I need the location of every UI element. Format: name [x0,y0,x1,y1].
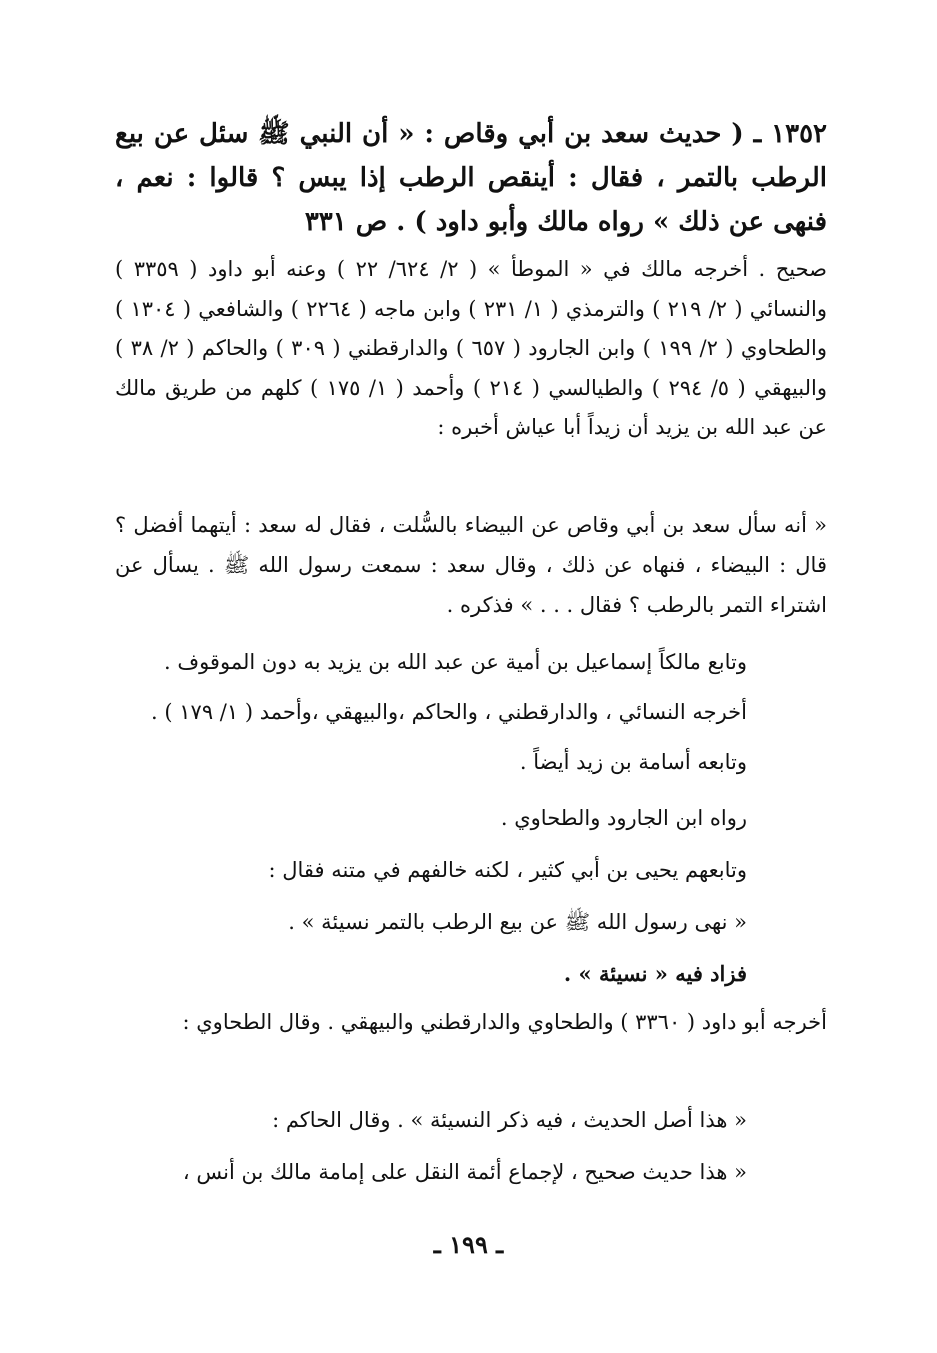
hadith-entry: ١٣٥٢ ـ ( حديث سعد بن أبي وقاص : « أن النبي ﷺ سئل عن بيع الرطب بالتمر ، فقال : أينقص الرطب إذا يبس ؟ قالوا : نعم ، فنهى عن ذلك » رواه مالك وأبو داود ) . ص ٣٣١ [115,119,827,237]
takhrij-line-1: أخرجه النسائي ، والدارقطني ، والحاكم ،والبيهقي ،وأحمد ( ١/ ١٧٩ ) . [151,700,747,724]
follow-up-paragraph-1: وتابع مالكاً إسماعيل بن أمية عن عبد الله بن يزيد به دون الموقوف . [163,650,747,674]
follow-up-paragraph-2: وتابعه أسامة بن زيد أيضاً . [519,750,747,774]
takhrij-line-2: أخرجه أبو داود ( ٣٣٦٠ ) والطحاوي والدارقطني والبيهقي . وقال الطحاوي : [182,1010,827,1034]
addition-note: فزاد فيه « نسيئة » . [563,961,747,986]
quote-paragraph-2: « نهى رسول الله ﷺ عن بيع الرطب بالتمر نسيئة » . [288,910,747,934]
takhrij-paragraph: صحيح . أخرجه مالك في « الموطأ » ( ٢/ ٦٢٤/ ٢٢ ) وعنه أبو داود ( ٣٣٥٩ ) والنسائي ( ٢/ ٢١٩ ) والترمذي ( ١/ ٢٣١ ) وابن ماجه ( ٢٢٦٤ ) والشافعي ( ١٣٠٤ ) والطحاوي ( ٢/ ١٩٩ ) وابن الجارود ( ٦٥٧ ) والدارقطني ( ٣٠٩ ) والحاكم ( ٢/ ٣٨ ) والبيهقي ( ٥/ ٢٩٤ ) والطيالسي ( ٢١٤ ) وأحمد ( ١/ ١٧٥ ) كلهم من طريق مالك عن عبد الله بن يزيد أن زيداً أبا عياش أخبره : [115,257,827,439]
page-number: ـ ١٩٩ ـ [433,1230,504,1259]
quote-paragraph-3: « هذا أصل الحديث ، فيه ذكر النسيئة » . وقال الحاكم : [272,1108,747,1132]
quote-paragraph-4: « هذا حديث صحيح ، لإجماع أئمة النقل على إمامة مالك بن أنس ، [182,1160,747,1184]
follow-up-paragraph-3: وتابعهم يحيى بن أبي كثير ، لكنه خالفهم في متنه فقال : [268,858,747,882]
quote-paragraph-1: « أنه سأل سعد بن أبي وقاص عن البيضاء بالسُّلت ، فقال له سعد : أيتهما أفضل ؟ قال : البيضاء ، فنهاه عن ذلك ، وقال سعد : سمعت رسول الله ﷺ . يسأل عن اشتراء التمر بالرطب ؟ فقال . . . » فذكره . [115,513,827,617]
narration-line: رواه ابن الجارود والطحاوي . [500,806,747,830]
